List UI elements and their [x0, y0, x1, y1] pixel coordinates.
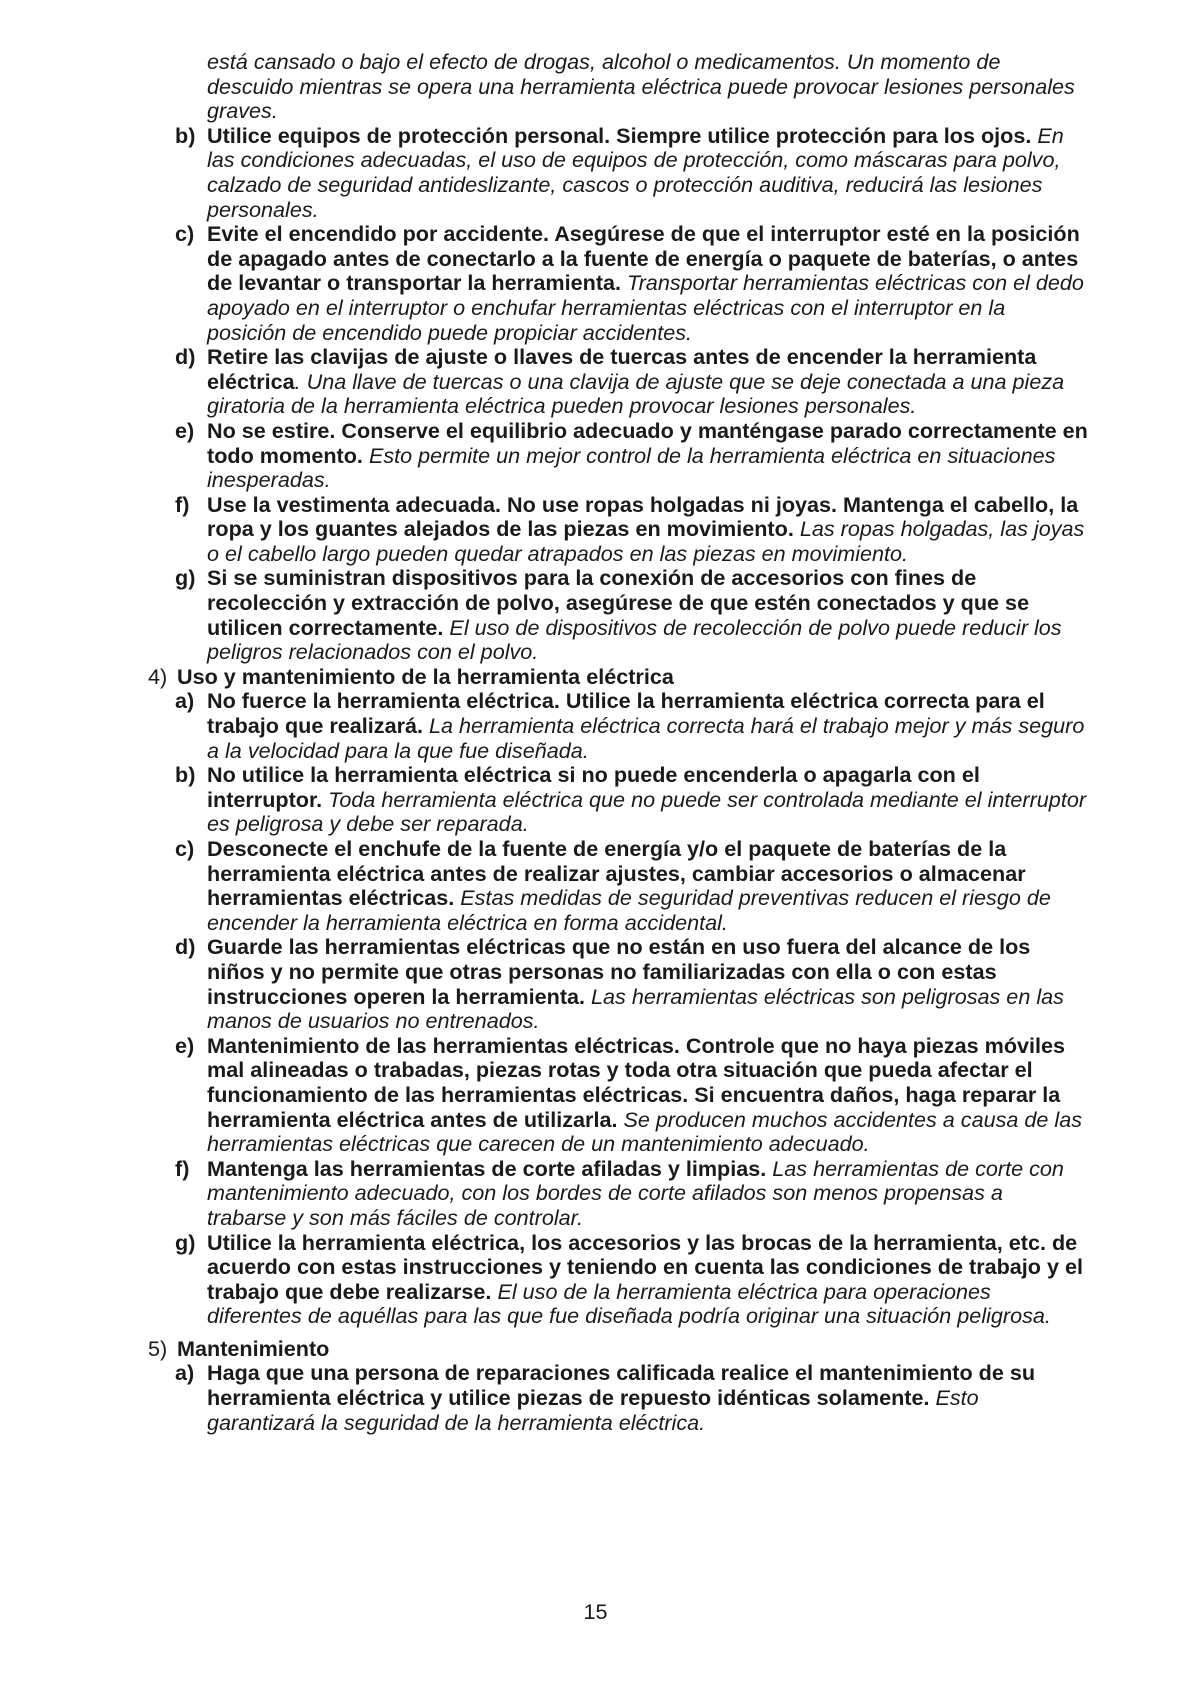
item-label: a) — [175, 1360, 195, 1386]
item-label: c) — [175, 221, 195, 247]
item-label: f) — [175, 1155, 190, 1181]
list-item-4b — [148, 763, 1088, 837]
item-explanation: . Una llave de tuercas o una clavija de ajuste que se deje conectada a una pieza giratoria de la herramienta eléctrica pueden provocar lesiones personales. — [207, 368, 1065, 419]
item-label: a) — [175, 688, 195, 714]
page-number: 15 — [583, 1599, 608, 1624]
section-title: Uso y mantenimiento de la herramienta eléctrica — [177, 663, 674, 689]
list-item-3d — [148, 345, 1088, 419]
section-heading-4 — [148, 665, 1088, 690]
list-item-4a — [148, 689, 1088, 763]
item-label: b) — [175, 122, 196, 148]
list-item-4e — [148, 1034, 1088, 1157]
item-instruction: Mantenimiento de las herramientas eléctricas. Controle que no haya piezas móviles mal alineadas o trabadas, piezas rotas y toda otra situación que pueda afectar el funcionamiento de las herramientas eléctricas. Si encuentra daños, haga reparar la herramienta eléctrica antes de utilizarla. — [207, 1032, 1066, 1132]
list-item-4f — [148, 1157, 1088, 1231]
list-item-4c — [148, 837, 1088, 935]
item-instruction: Guarde las herramientas eléctricas que no están en uso fuera del alcance de los niños y no permite que otras personas no familiarizadas con ella o con estas instrucciones operen la herramienta. — [207, 934, 1031, 1009]
item-label: b) — [175, 762, 196, 788]
item-explanation: Se producen muchos accidentes a causa de las herramientas eléctricas que carecen de un mantenimiento adecuado. — [207, 1106, 1083, 1157]
section-heading-5 — [148, 1337, 1088, 1362]
item-explanation: Las ropas holgadas, las joyas o el cabello largo pueden quedar atrapados en las piezas en movimiento. — [207, 516, 1085, 566]
section-number: 4) — [148, 663, 168, 689]
item-explanation: Transportar herramientas eléctricas con el dedo apoyado en el interruptor o enchufar herramientas eléctricas con el interruptor en la posición de encendido puede propiciar accidentes. — [207, 270, 1084, 345]
list-item-3g — [148, 566, 1088, 664]
item-label: f) — [175, 491, 190, 517]
item-label: d) — [175, 344, 196, 370]
item-explanation: En las condiciones adecuadas, el uso de equipos de protección, como máscaras para polvo, calzado de seguridad antideslizante, cascos o protección auditiva, reducirá las lesiones personales. — [207, 122, 1064, 222]
item-instruction: Utilice equipos de protección personal. Siempre utilice protección para los ojos. — [207, 122, 1032, 148]
item-label: c) — [175, 836, 195, 861]
item-instruction: Desconecte el enchufe de la fuente de energía y/o el paquete de baterías de la herramienta eléctrica antes de realizar ajustes, cambiar accesorios o almacenar herramientas eléctricas. — [207, 836, 1026, 911]
item-instruction: Mantenga las herramientas de corte afiladas y limpias. — [207, 1155, 767, 1181]
list-item-5a — [148, 1361, 1088, 1435]
list-item-4d — [148, 935, 1088, 1033]
item-explanation: Estas medidas de seguridad preventivas reducen el riesgo de encender la herramienta eléctrica en forma accidental. — [207, 885, 1051, 935]
item-label: e) — [175, 417, 195, 443]
item-explanation: Toda herramienta eléctrica que no puede ser controlada mediante el interruptor es peligrosa y debe ser reparada. — [207, 786, 1087, 837]
continued-paragraph: está cansado o bajo el efecto de drogas, alcohol o medicamentos. Un momento de descuido mientras se opera una herramienta eléctrica puede provocar lesiones personales graves. — [207, 49, 1075, 124]
item-explanation: Esto permite un mejor control de la herramienta eléctrica en situaciones inesperadas. — [207, 442, 1056, 493]
item-explanation: Las herramientas eléctricas son peligrosas en las manos de usuarios no entrenados. — [207, 983, 1064, 1034]
item-explanation: Esto garantizará la seguridad de la herramienta eléctrica. — [207, 1385, 979, 1435]
item-instruction: Utilice la herramienta eléctrica, los accesorios y las brocas de la herramienta, etc. de acuerdo con estas instrucciones y teniendo en cuenta las condiciones de trabajo y el trabajo que debe realizarse. — [207, 1229, 1084, 1304]
list-item-3e — [148, 419, 1088, 493]
item-instruction: Haga que una persona de reparaciones calificada realice el mantenimiento de su herramienta eléctrica y utilice piezas de repuesto idénticas solamente. — [207, 1360, 1036, 1411]
section-title: Mantenimiento — [177, 1335, 330, 1361]
list-item-4g — [148, 1231, 1088, 1329]
item-explanation: Las herramientas de corte con mantenimiento adecuado, con los bordes de corte afilados son menos propensas a trabarse y son más fáciles de controlar. — [207, 1155, 1064, 1230]
page-body — [148, 50, 1088, 1435]
item-instruction: Si se suministran dispositivos para la conexión de accesorios con fines de recolección y extracción de polvo, asegúrese de que estén conectados y que se utilicen correctamente. — [207, 565, 1030, 640]
item-label: d) — [175, 934, 196, 960]
section-number: 5) — [148, 1335, 168, 1361]
item-instruction: Evite el encendido por accidente. Asegúrese de que el interruptor esté en la posición de apagado antes de conectarlo a la fuente de energía o paquete de baterías, o antes de levantar o transportar la herramienta. — [207, 221, 1080, 296]
item-label: g) — [175, 565, 196, 591]
item-explanation: La herramienta eléctrica correcta hará el trabajo mejor y más seguro a la velocidad para la que fue diseñada. — [207, 713, 1085, 763]
item-explanation: El uso de la herramienta eléctrica para operaciones diferentes de aquéllas para las que fue diseñada podría originar una situación peligrosa. — [207, 1278, 1051, 1329]
item-instruction: No utilice la herramienta eléctrica si no puede encenderla o apagarla con el interruptor. — [207, 762, 980, 812]
item-explanation: El uso de dispositivos de recolección de polvo puede reducir los peligros relacionados con el polvo. — [207, 614, 1062, 665]
item-instruction: Use la vestimenta adecuada. No use ropas holgadas ni joyas. Mantenga el cabello, la ropa y los guantes alejados de las piezas en movimiento. — [207, 491, 1079, 542]
item-instruction: No se estire. Conserve el equilibrio adecuado y manténgase parado correctamente en todo momento. — [207, 417, 1088, 468]
list-item-3f — [148, 493, 1088, 567]
item-label: g) — [175, 1229, 196, 1255]
list-item-3c — [148, 222, 1088, 345]
item-instruction: No fuerce la herramienta eléctrica. Utilice la herramienta eléctrica correcta para el trabajo que realizará. — [207, 688, 1045, 739]
item-label: e) — [175, 1032, 195, 1058]
list-item-3b — [148, 124, 1088, 222]
item-instruction: Retire las clavijas de ajuste o llaves de tuercas antes de encender la herramienta eléctrica — [207, 344, 1037, 394]
